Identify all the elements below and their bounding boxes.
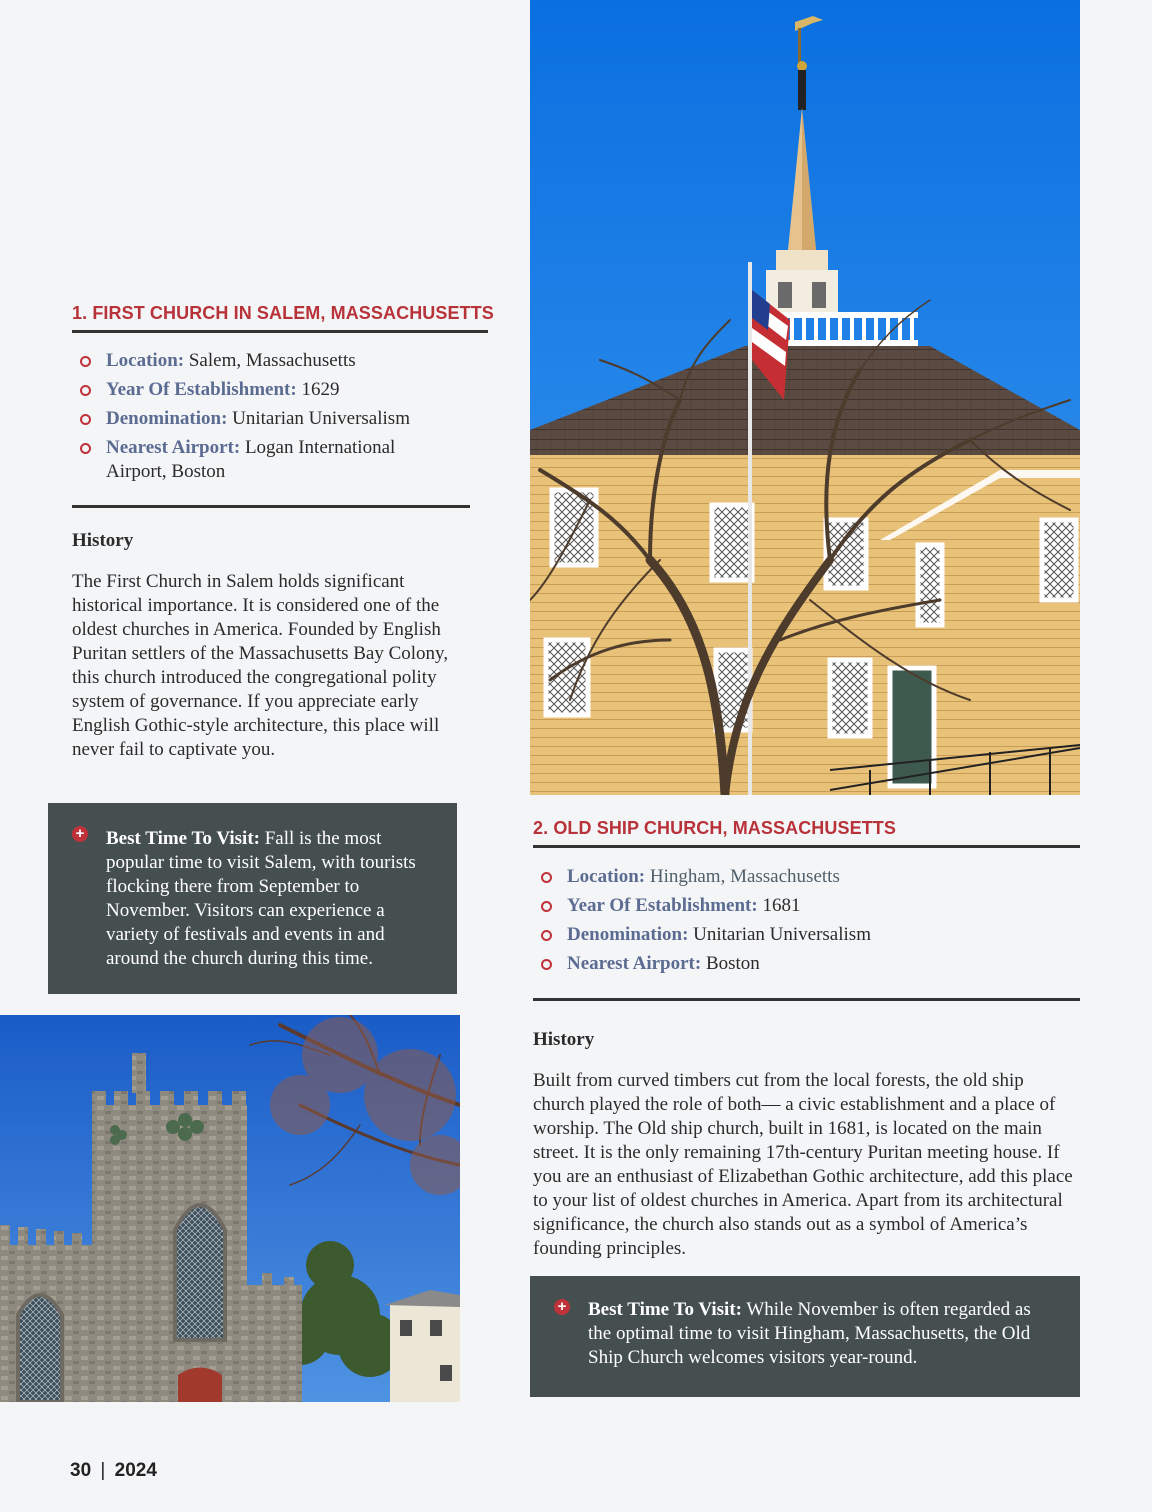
first-church-salem-photo bbox=[0, 1015, 460, 1402]
fact-label: Location: bbox=[106, 350, 185, 371]
section2-history-text: Built from curved timbers cut from the local forests, the old ship church played the role of both— a civic establishment and a place of worship. The Old ship church, built in 1681, is located on the main street. It is the only remaining 17th-century Puritan meeting house. If you are an enthusiast of Elizabethan Gothic architecture, add this place to your list of oldest churches in America. Apart from its architectural significance, the church also stands out as a symbol of America’s founding principles. bbox=[533, 1070, 1073, 1259]
fact-location bbox=[533, 865, 1073, 889]
bullet-icon bbox=[80, 414, 91, 425]
old-ship-church-photo bbox=[530, 0, 1080, 795]
section1-tip-text bbox=[106, 827, 440, 971]
footer-separator: | bbox=[100, 1460, 106, 1481]
section1-history-heading: History bbox=[72, 530, 134, 551]
bullet-icon bbox=[80, 356, 91, 367]
section2-tip-text bbox=[588, 1298, 1048, 1370]
section2-tip-box bbox=[530, 1276, 1080, 1397]
fact-value: Unitarian Universalism bbox=[688, 924, 871, 945]
fact-airport bbox=[533, 952, 1073, 976]
fact-value: 1629 bbox=[296, 379, 340, 400]
bullet-icon bbox=[541, 930, 552, 941]
section1-divider bbox=[72, 505, 470, 508]
fact-value: Logan International Airport, Boston bbox=[106, 437, 396, 482]
bullet-icon bbox=[541, 901, 552, 912]
fact-year bbox=[72, 378, 472, 402]
fact-label: Nearest Airport: bbox=[567, 953, 702, 974]
tip-label: Best Time To Visit: bbox=[106, 828, 260, 849]
tip-body: While November is often regarded as the optimal time to visit Hingham, Massachusetts, the Old Ship Church welcomes visitors year-round. bbox=[588, 1299, 1031, 1368]
section2-divider bbox=[533, 998, 1080, 1001]
plus-icon: + bbox=[72, 826, 88, 842]
section2-title: 2. OLD SHIP CHURCH, MASSACHUSETTS bbox=[533, 818, 1080, 848]
fact-airport bbox=[72, 436, 436, 484]
fact-label: Year Of Establishment: bbox=[106, 379, 297, 400]
fact-value: Salem, Massachusetts bbox=[184, 350, 356, 371]
fact-year bbox=[533, 894, 1073, 918]
fact-value: Unitarian Universalism bbox=[227, 408, 410, 429]
fact-denomination bbox=[533, 923, 1073, 947]
section1-tip-box bbox=[48, 803, 457, 994]
page-footer bbox=[70, 1460, 157, 1482]
page-number: 30 bbox=[70, 1460, 92, 1481]
section1-facts-list bbox=[72, 349, 472, 489]
section1-title: 1. FIRST CHURCH IN SALEM, MASSACHUSETTS bbox=[72, 303, 488, 333]
fact-label: Location: bbox=[567, 866, 646, 887]
fact-denomination bbox=[72, 407, 472, 431]
plus-icon: + bbox=[554, 1299, 570, 1315]
fact-value: Boston bbox=[701, 953, 760, 974]
bullet-icon bbox=[80, 385, 91, 396]
tip-label: Best Time To Visit: bbox=[588, 1299, 742, 1320]
tip-body: Fall is the most popular time to visit Salem, with tourists flocking there from September to November. Visitors can experience a variety of festivals and events in and around the church during this time. bbox=[106, 828, 416, 969]
fact-label: Denomination: bbox=[567, 924, 689, 945]
footer-year: 2024 bbox=[114, 1460, 157, 1481]
bullet-icon bbox=[80, 443, 91, 454]
section2-facts-list bbox=[533, 865, 1073, 981]
bullet-icon bbox=[541, 872, 552, 883]
fact-label: Year Of Establishment: bbox=[567, 895, 758, 916]
fact-value: Hingham, Massachusetts bbox=[645, 866, 840, 887]
fact-label: Denomination: bbox=[106, 408, 228, 429]
fact-label: Nearest Airport: bbox=[106, 437, 241, 458]
fact-location bbox=[72, 349, 472, 373]
fact-value: 1681 bbox=[757, 895, 801, 916]
section2-history-heading: History bbox=[533, 1029, 595, 1050]
bullet-icon bbox=[541, 959, 552, 970]
section1-history-text: The First Church in Salem holds significant historical importance. It is considered one of the oldest churches in America. Founded by English Puritan settlers of the Massachusetts Bay Colony, this church introduced the congregational polity system of governance. If you appreciate early English Gothic-style architecture, this place will never fail to captivate you. bbox=[72, 571, 449, 760]
